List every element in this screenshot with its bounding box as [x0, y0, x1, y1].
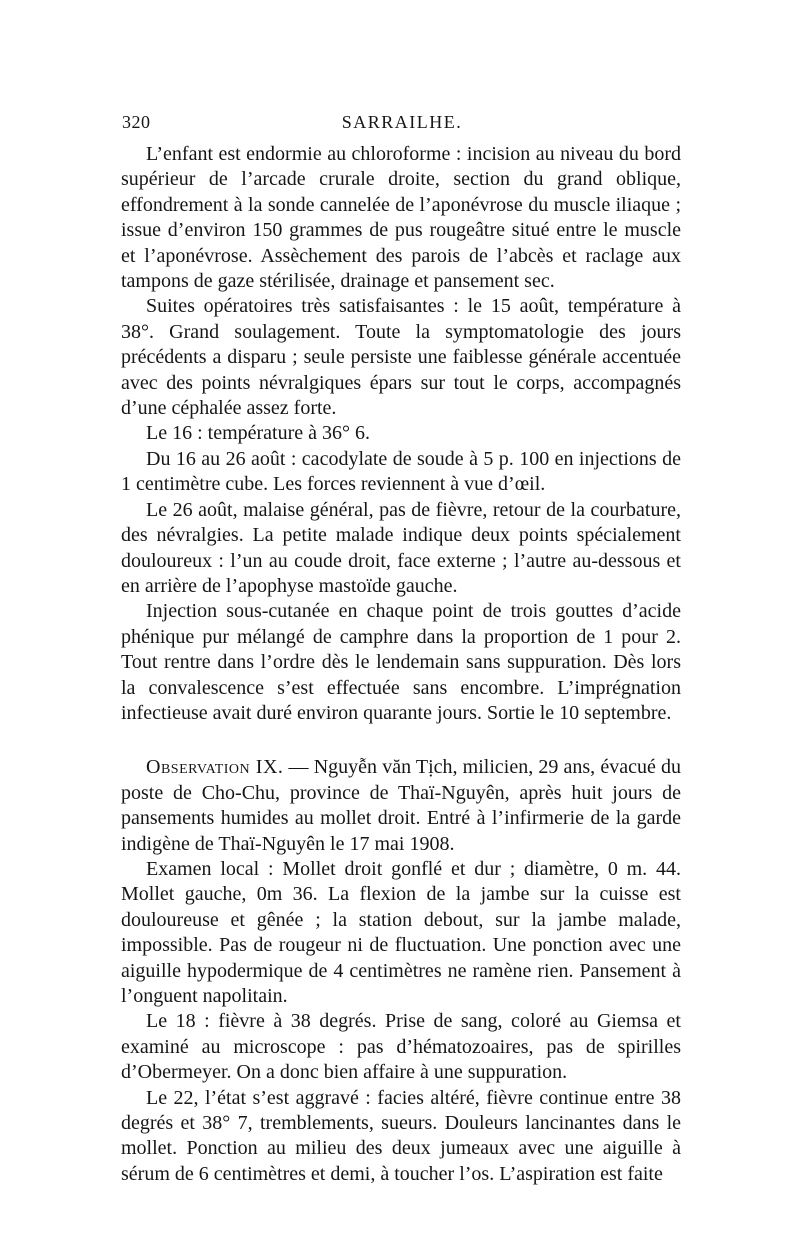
paragraph-operation: L’enfant est endormie au chloroforme : incision au niveau du bord supérieur de l’arcade crurale droite, section du grand oblique, effondrement à la sonde cannelée de l’aponévrose du muscle iliaque ; issue d’environ 150 grammes de pus rougeâtre situé entre le muscle et l’aponévrose. Assèchement des parois de l’abcès et raclage aux tampons de gaze stérilisée, drainage et pansement sec. — [121, 143, 681, 293]
paragraph-day-22: Le 22, l’état s’est aggravé : facies altéré, fièvre continue entre 38 degrés et 38° 7, tremblements, sueurs. Douleurs lancinantes dans le mollet. Ponction au milieu des deux jumeaux avec une aiguille à sérum de 6 centimètres et demi, à toucher l’os. L’aspiration est faite — [121, 1086, 681, 1185]
paragraph-local-exam: Examen local : Mollet droit gonflé et dur ; diamètre, 0 m. 44. Mollet gauche, 0m 36. La flexion de la jambe sur la cuisse est douloureuse et gênée ; la station debout, sur la jambe malade, impossible. Pas de rougeur ni de fluctuation. Une ponction avec une aiguille hypodermique de 4 centimètres ne ramène rien. Pansement à l’onguent napolitain. — [121, 857, 681, 1007]
observation-label: Observation IX. — [146, 756, 284, 779]
running-head: SARRAILHE. — [341, 112, 463, 132]
page-header — [122, 112, 682, 142]
paragraph-cacodylate: Du 16 au 26 août : cacodylate de soude à 5 p. 100 en injections de 1 centimètre cube. Les forces reviennent à vue d’œil. — [121, 447, 681, 496]
paragraph-day-16: Le 16 : température à 36° 6. — [146, 422, 371, 445]
paragraph-postoperative: Suites opératoires très satisfaisantes : le 15 août, température à 38°. Grand soulagement. Toute la symptomatologie des jours précédents a disparu ; seule persiste une faiblesse générale accentuée avec des points névralgiques épars sur tout le corps, accompagnés d’une céphalée assez forte. — [121, 295, 681, 420]
observation-intro: — Nguyễn văn Tịch, milicien, 29 ans, évacué du poste de Cho-Chu, province de Thaï-Nguyên, après huit jours de pansements humides au mollet droit. Entré à l’infirmerie de la garde indigène de Thaï-Nguyên le 17 mai 1908. — [121, 756, 681, 855]
paragraph-relapse: Le 26 août, malaise général, pas de fièvre, retour de la courbature, des névralgies. La petite malade indique deux points spécialement douloureux : l’un au coude droit, face externe ; l’autre au-dessous et en arrière de l’apophyse mastoïde gauche. — [121, 498, 681, 597]
paragraph-day-18: Le 18 : fièvre à 38 degrés. Prise de sang, coloré au Giemsa et examiné au microscope : pas d’hématozoaires, pas de spirilles d’Obermeyer. On a donc bien affaire à une suppuration. — [121, 1010, 681, 1084]
page-number: 320 — [122, 112, 151, 132]
page-body — [121, 142, 681, 1187]
observation-heading-paragraph — [121, 755, 681, 857]
paragraph-injection: Injection sous-cutanée en chaque point de trois gouttes d’acide phénique pur mélangé de camphre dans la proportion de 1 pour 2. Tout rentre dans l’ordre dès le lendemain sans suppuration. Dès lors la convalescence s’est effectuée sans encombre. L’imprégnation infectieuse avait duré environ quarante jours. Sortie le 10 septembre. — [121, 600, 681, 724]
